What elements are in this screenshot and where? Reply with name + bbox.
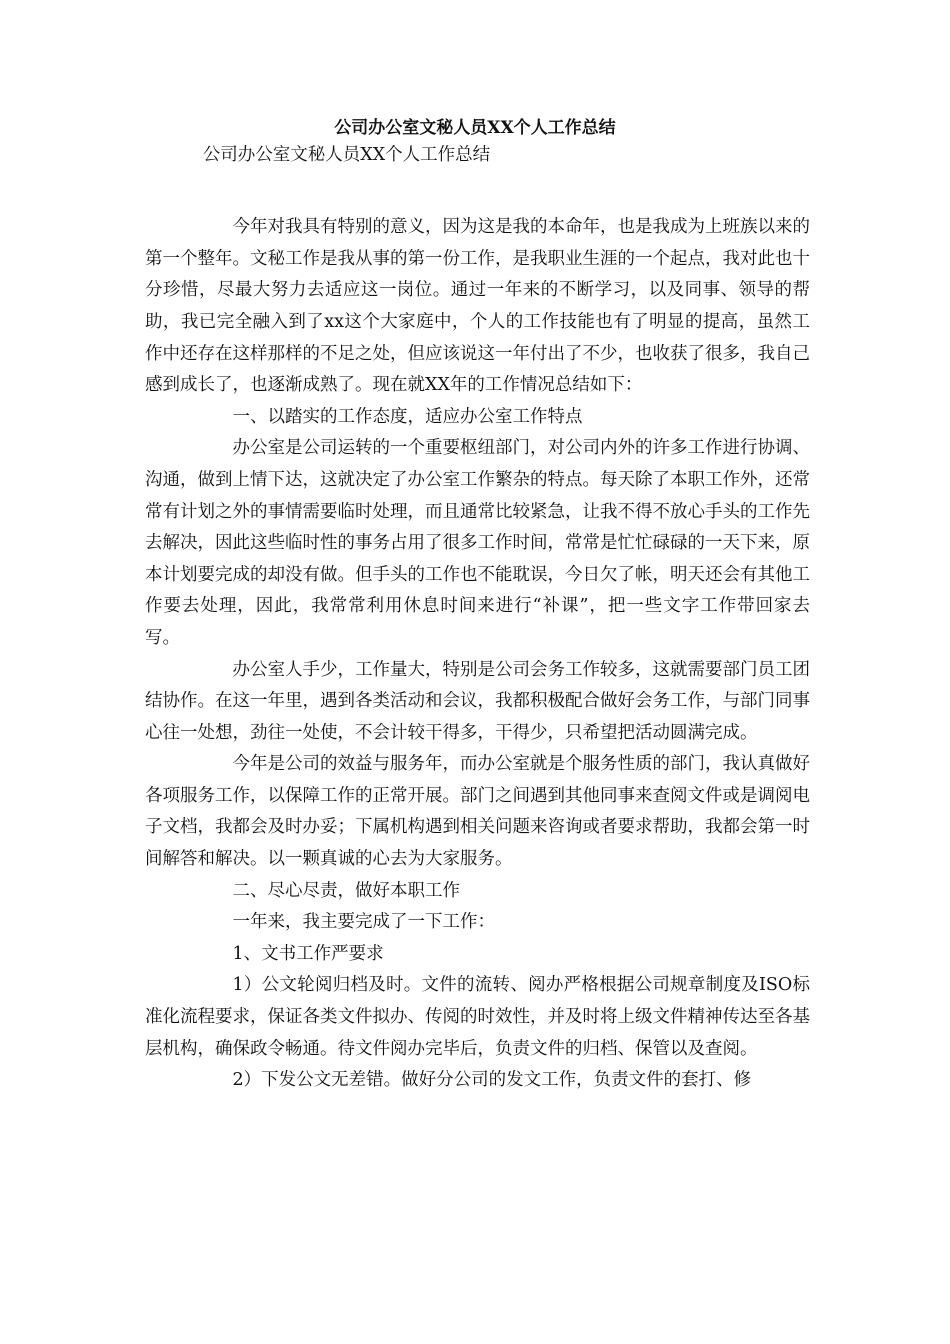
document-title: 公司办公室文秘人员XX个人工作总结 <box>334 118 616 138</box>
paragraph-teamwork: 办公室人手少，工作量大，特别是公司会务工作较多，这就需要部门员工团结协作。在这一年里，遇到各类活动和会议，我都积极配合做好会务工作，与部门同事心往一处想，劲往一处使，不会计较干得多，干得少，只希望把活动圆满完成。 <box>145 659 810 743</box>
section-heading-1: 一、以踏实的工作态度，适应办公室工作特点 <box>232 406 583 427</box>
paragraph-office-role: 办公室是公司运转的一个重要枢纽部门，对公司内外的许多工作进行协调、沟通，做到上情下达，这就决定了办公室工作繁杂的特点。每天除了本职工作外，还常常有计划之外的事情需要临时处理，而且通常比较紧急，让我不得不放心手头的工作先去解决，因此这些临时性的事务占用了很多工作时间，常常是忙忙碌碌的一天下来，原本计划要完成的却没有做。但手头的工作也不能耽误，今日欠了帐，明天还会有其他工作要去处理，因此，我常常利用休息时间来进行“补课”，把一些文字工作带回家去写。 <box>145 438 810 648</box>
paragraph-item-2: 2）下发公文无差错。做好分公司的发文工作，负责文件的套打、修 <box>232 1070 752 1091</box>
document-subtitle: 公司办公室文秘人员XX个人工作总结 <box>202 145 491 165</box>
paragraph-service: 今年是公司的效益与服务年，而办公室就是个服务性质的部门，我认真做好各项服务工作，以保障工作的正常开展。部门之间遇到其他同事来查阅文件或是调阅电子文档，我都会及时办妥；下属机构遇到相关问题来咨询或者要求帮助，我都会第一时间解答和解决。以一颗真诚的心去为大家服务。 <box>145 754 810 870</box>
paragraph-intro: 今年对我具有特别的意义，因为这是我的本命年，也是我成为上班族以来的第一个整年。文秘工作是我从事的第一份工作，是我职业生涯的一个起点，我对此也十分珍惜，尽最大努力去适应这一岗位。通过一年来的不断学习，以及同事、领导的帮助，我已完全融入到了xx这个大家庭中，个人的工作技能也有了明显的提高，虽然工作中还存在这样那样的不足之处，但应该说这一年付出了不少，也收获了很多，我自己感到成长了，也逐渐成熟了。现在就XX年的工作情况总结如下： <box>145 217 810 396</box>
subsection-heading-1: 1、文书工作严要求 <box>232 943 384 964</box>
blank-line <box>145 172 810 204</box>
document-body <box>145 140 810 1097</box>
paragraph-work-summary: 一年来，我主要完成了一下工作： <box>232 912 495 933</box>
paragraph-item-1: 1）公文轮阅归档及时。文件的流转、阅办严格根据公司规章制度及ISO标准化流程要求，保证各类文件拟办、传阅的时效性，并及时将上级文件精神传达至各基层机构，确保政令畅通。待文件阅办完毕后，负责文件的归档、保管以及查阅。 <box>145 975 810 1059</box>
section-heading-2: 二、尽心尽责，做好本职工作 <box>232 880 460 901</box>
